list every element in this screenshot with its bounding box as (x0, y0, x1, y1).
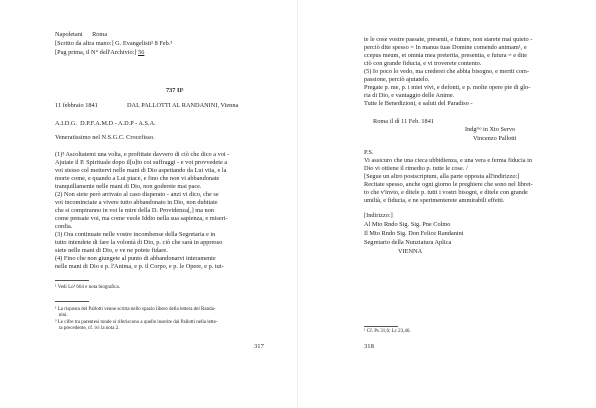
footnote: ¹ La risposta del Pallotti venne scritta nello spazio libero della lettera del Randa- (55, 307, 216, 312)
ps-line: to che v'invio, e ditele p. tutti i vostri bisogni, e ditele con grande (364, 189, 528, 196)
footnote-rule (55, 280, 89, 281)
body-line: (3) Ora continuate nelle vostre incombense della Segretaria e in (55, 231, 216, 238)
place-date: Roma il dì 11 Feb. 1841 (373, 118, 434, 125)
body-line: te le cose vostre passate, presenti, e future, non starete mai quieto - (364, 36, 533, 43)
body-line: morte come, e quando a Lui piace, e fino che non vi abbandonate (55, 175, 220, 182)
footnote: ¹ Vedi Lo² 664 e nota biografica. (55, 285, 120, 290)
body-line: (4) Fino che non giungete al punto di abbandonarvi interamente (55, 255, 216, 262)
header-line: [Scritto da altra mano:] G. Evangelisti² 8 Feb.³ (55, 40, 173, 47)
body-line: passione, perciò ajutatelo. (364, 76, 430, 83)
footnote: ra precedente, cf. ivi la nota 2. (55, 326, 120, 331)
footnote: ² Le cifre tra parentesi tonde si riferiscono a quelle inserite dal Pallotti nella lette- (55, 320, 218, 325)
archive-number: 56 (138, 49, 145, 56)
body-line: Ajutate il P. Spirituale dopo il[u]to coi suffraggi - e voi provvedete a (55, 159, 228, 166)
ps-label: P.S. (364, 149, 374, 156)
body-line: ciò con grande fiducia, e vi troverete contento. (364, 60, 482, 67)
body-line: (1)³ Ascoltatemi una volta, e profittate davvero di ciò che dico a voi - (55, 151, 230, 158)
ps-line: [Segue un altro postscriptum, alla parte opposta all'indirizzo:] (364, 173, 520, 180)
footnote: ¹ Cf. Ps 31,6; Lc 23,46. (364, 329, 411, 334)
body-line: perciò dite spesso = In manus tuas Domine comendo animam¹, e (364, 44, 527, 51)
address-line: Il Mto Rndo Sig. Don Felice Randanini (364, 230, 464, 237)
address-city: VIENNA (398, 248, 423, 255)
body-line: Tutte le Benedizioni, e saluti del Paradiso - (364, 100, 473, 107)
ps-line: Recitate spesso, anche ogni giorno le preghiere che sono nel libret- (364, 181, 533, 188)
body-line: tutto intendete di fare la volontà di Dio, p. ciò che sarà in appresso (55, 239, 223, 246)
page-number: 318 (364, 343, 374, 350)
body-line: voi incominciate a vivere tutto abbandonato in Dio, non dubitate (55, 199, 218, 206)
footnote: nini. (55, 313, 68, 318)
body-line: ria di Dio, e vantaggio delle Anime. (364, 92, 455, 99)
body-line: che si compiranno in voi le mire della D. Providenza[,] ma non (55, 207, 214, 214)
ps-line: Dio vi ottiene il rimedio p. tutte le cose. / (364, 165, 468, 172)
page-number: 317 (254, 343, 264, 350)
header-line: Napoletani Roma (55, 31, 108, 38)
address-line: Segretario della Nunziatura Aplica (364, 239, 452, 246)
body-line: siete nelle mani di Dio, e ve ne potete fidare. (55, 247, 168, 254)
letter-title: DAL PALLOTTI AL RANDANINI, Vienna (127, 102, 239, 109)
body-line: nelle mani di Dio e p. l'Anima, e p. il Corpo, e p. le Opere, e p. tut- (55, 263, 224, 270)
body-line: ccepus meum, et omnia mea preterita, presentia, e futura = e dite (364, 52, 528, 59)
invocation: A.I.D.G. D.P.F.A.M.D - A.D.P - A.S.A. (55, 120, 156, 127)
ps-line: Vi assicuro che una cieca ubbidienza, e una vera e ferma fiducia in (364, 157, 532, 164)
salutation: Veneratissimo nel N.S.G.C. Crocefisso. (55, 134, 155, 141)
body-line: come pensate voi, ma come vuole Iddio nella sua sapienza, e miseri- (55, 215, 228, 222)
header-label: [Pag prima, il N° dell'Archivio:] (55, 49, 137, 56)
body-line: cordia. (55, 223, 73, 230)
ps-line: umiltà, e fiducia, e ne sperimenterete ammirabili effetti. (364, 197, 505, 204)
body-line: (5) Io poco lo vedo, ma crederei che abbia bisogno, e meriti com- (364, 68, 530, 75)
header-line (55, 49, 144, 57)
body-line: (2) Non siete però arrivato al caso disperato - anzi vi dico, che se (55, 191, 219, 198)
address-line: Al Mto Rndo Sig. Sig. Pne Colmo (364, 221, 451, 228)
closing-line: Indgᵐᵒ in Xto Servo (465, 126, 516, 133)
body-line: Pregate p. me, p. i miei vivi, e defonti, e p. molte opere pie di glo- (364, 84, 531, 91)
address-line: [Indirizzo:] (364, 212, 393, 219)
body-line: voi stesso col mettervi nelle mani di Dio aspettando da Lui vita, e la (55, 167, 227, 174)
letter-number: 737 II¹ (166, 87, 184, 94)
right-page (298, 0, 596, 408)
footnote-rule (364, 326, 398, 327)
letter-date: 11 febbraio 1841 (55, 102, 98, 109)
footnote-rule (55, 301, 89, 302)
signature: Vincenzo Pallotti (473, 135, 517, 142)
body-line: tranquillamente nelle mani di Dio, non goderete mai pace. (55, 183, 202, 190)
